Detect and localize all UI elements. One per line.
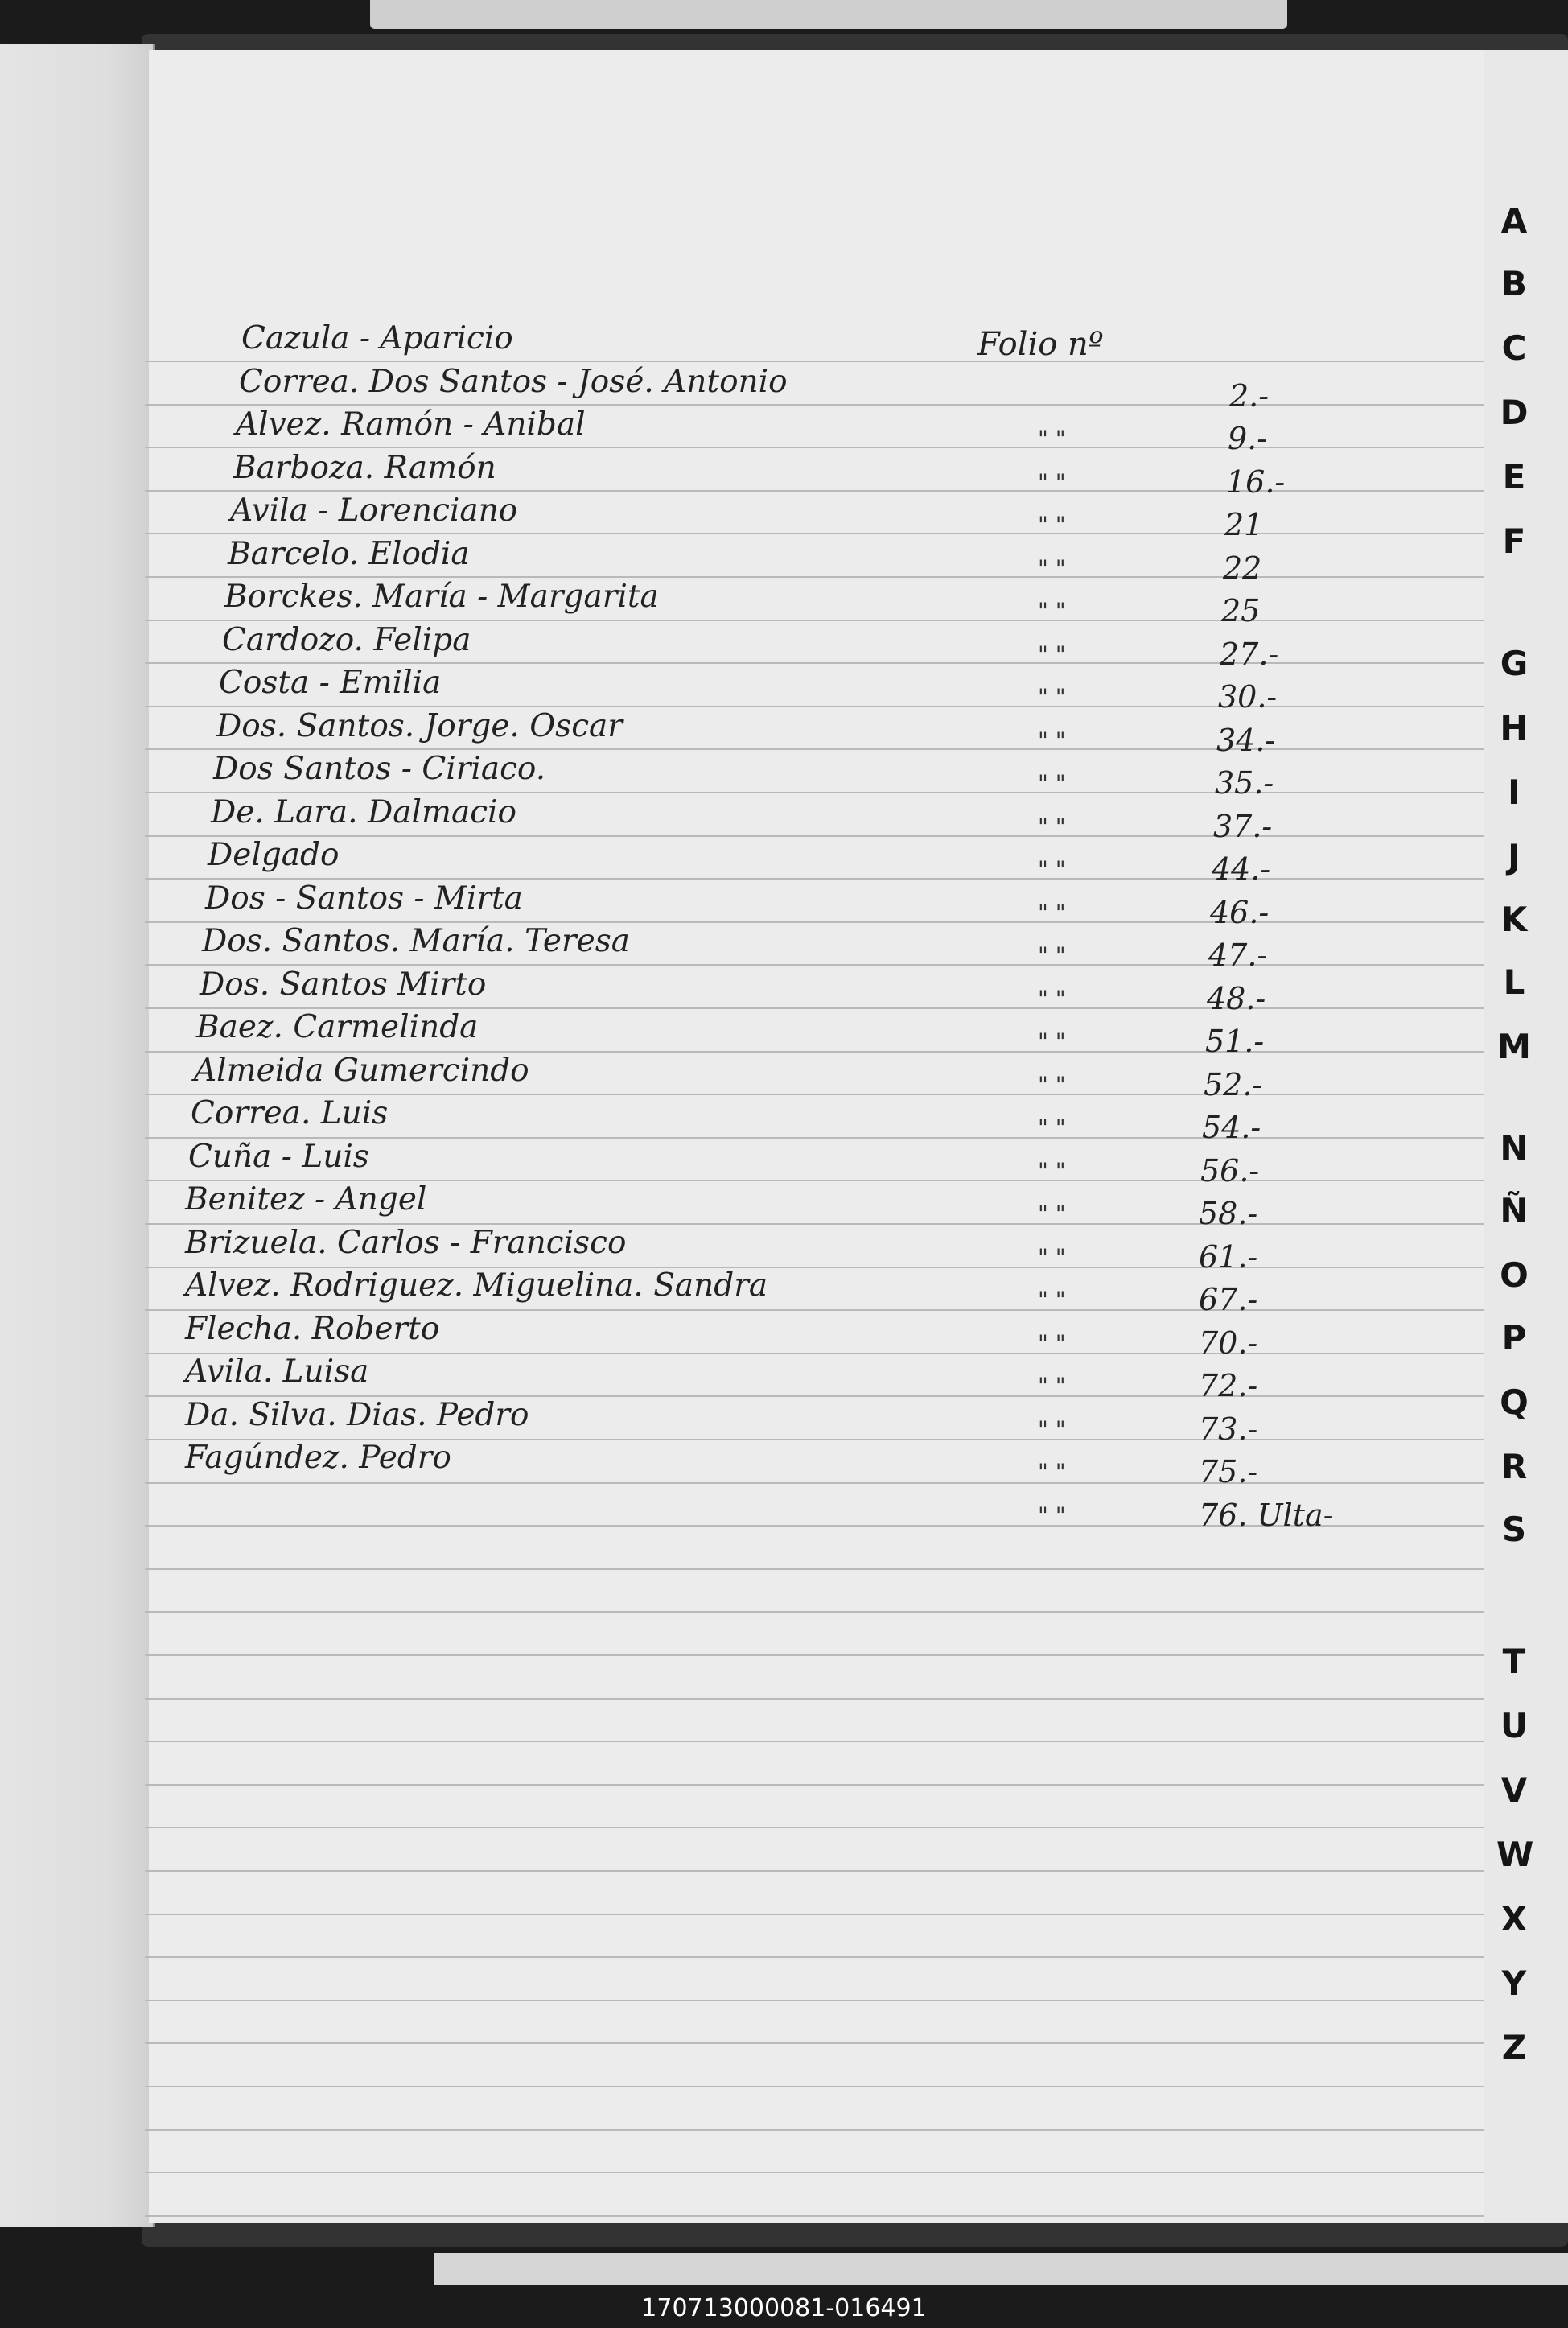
entry-name: Alvez. Ramón - Anibal: [236, 406, 586, 443]
ruled-line: [145, 533, 1484, 534]
tab-letter-m[interactable]: M: [1497, 1027, 1531, 1066]
ditto-mark: " ": [1038, 727, 1066, 754]
ditto-mark: " ": [1038, 814, 1066, 840]
entry-name: De. Lara. Dalmacio: [211, 794, 517, 830]
ruled-line: [145, 748, 1484, 750]
entry-name: Almeida Gumercindo: [194, 1053, 529, 1089]
ditto-mark: " ": [1038, 1072, 1066, 1098]
entry-name: Barcelo. Elodia: [228, 536, 470, 572]
ditto-mark: " ": [1038, 426, 1066, 452]
ditto-mark: " ": [1038, 856, 1066, 883]
entry-folio: 67.-: [1199, 1282, 1258, 1317]
entry-folio: 61.-: [1199, 1239, 1258, 1275]
ruled-line: [145, 1870, 1484, 1872]
ruled-line: [145, 1568, 1484, 1570]
ruled-line: [145, 576, 1484, 578]
ditto-mark: " ": [1038, 770, 1066, 797]
entry-folio: 30.-: [1218, 679, 1278, 715]
entry-folio: 22: [1223, 550, 1262, 586]
ditto-mark: " ": [1038, 598, 1066, 624]
ruled-line: [145, 835, 1484, 837]
ditto-mark: " ": [1038, 512, 1066, 538]
tab-letter-y[interactable]: Y: [1501, 1963, 1527, 2003]
entry-folio: 34.-: [1216, 723, 1276, 758]
document-id: 170713000081-016491: [641, 2294, 927, 2322]
entry-name: Dos. Santos. María. Teresa: [202, 923, 631, 959]
tab-letter-j[interactable]: J: [1508, 837, 1521, 876]
entry-name: Avila. Luisa: [185, 1354, 369, 1390]
background-sheet-top: [370, 0, 1287, 29]
ditto-mark: " ": [1038, 986, 1066, 1012]
ruled-line: [145, 361, 1484, 362]
ditto-mark: " ": [1038, 1201, 1066, 1227]
ruled-line: [145, 620, 1484, 621]
ditto-mark: " ": [1038, 1028, 1066, 1055]
ruled-line: [145, 2042, 1484, 2044]
tab-letter-z[interactable]: Z: [1501, 2028, 1527, 2067]
tab-letter-s[interactable]: S: [1501, 1510, 1527, 1549]
ruled-line: [145, 1741, 1484, 1742]
entry-name: Dos - Santos - Mirta: [205, 880, 523, 917]
entry-folio: 2.-: [1229, 378, 1270, 414]
tab-letter-ñ[interactable]: Ñ: [1500, 1191, 1529, 1230]
tab-letter-h[interactable]: H: [1500, 708, 1529, 748]
ruled-line: [145, 1654, 1484, 1656]
ruled-line: [145, 1482, 1484, 1484]
ruled-line: [145, 2086, 1484, 2087]
ditto-mark: " ": [1038, 900, 1066, 926]
tab-letter-b[interactable]: B: [1500, 264, 1527, 303]
ditto-mark: " ": [1038, 684, 1066, 711]
entry-name: Da. Silva. Dias. Pedro: [185, 1397, 529, 1433]
tab-letter-a[interactable]: A: [1500, 201, 1528, 241]
entry-folio: 54.-: [1202, 1110, 1261, 1145]
entry-name: Alvez. Rodriguez. Miguelina. Sandra: [185, 1267, 768, 1304]
ruled-line: [145, 2172, 1484, 2173]
entry-folio: 25: [1221, 593, 1261, 628]
ruled-line: [145, 1914, 1484, 1915]
entry-name: Cardozo. Felipa: [222, 622, 471, 658]
entry-name: Brizuela. Carlos - Francisco: [185, 1225, 627, 1261]
tab-letter-p[interactable]: P: [1501, 1318, 1527, 1358]
entry-folio: 44.-: [1212, 851, 1271, 887]
entry-folio: 9.-: [1228, 421, 1268, 456]
entry-folio: 27.-: [1220, 637, 1279, 672]
entry-name: Flecha. Roberto: [185, 1311, 440, 1347]
entry-folio: 75.-: [1199, 1454, 1258, 1490]
entry-folio: 52.-: [1204, 1067, 1263, 1102]
tab-letter-g[interactable]: G: [1500, 644, 1529, 683]
entry-name: Correa. Dos Santos - José. Antonio: [239, 364, 788, 400]
left-page: [0, 44, 155, 2227]
ruled-line: [145, 1827, 1484, 1828]
folio-column-header: Folio nº: [977, 326, 1104, 363]
ditto-mark: " ": [1038, 469, 1066, 496]
entry-folio: 37.-: [1213, 809, 1273, 844]
tab-letter-o[interactable]: O: [1500, 1255, 1529, 1295]
entry-name: Benitez - Angel: [185, 1181, 427, 1218]
entry-name: Costa - Emilia: [219, 665, 442, 701]
entry-folio: 56.-: [1200, 1153, 1260, 1189]
tab-letter-r[interactable]: R: [1500, 1447, 1528, 1486]
tab-letter-x[interactable]: X: [1500, 1899, 1528, 1939]
ditto-mark: " ": [1038, 1287, 1066, 1313]
background-sheet-bottom: [434, 2253, 1568, 2285]
entry-folio: 48.-: [1207, 981, 1266, 1016]
ditto-mark: " ": [1038, 641, 1066, 668]
entry-name: Dos. Santos Mirto: [200, 966, 487, 1003]
entry-folio: 46.-: [1210, 895, 1270, 930]
ruled-line: [145, 964, 1484, 966]
ditto-mark: " ": [1038, 1115, 1066, 1141]
entry-name: Cazula - Aparicio: [241, 320, 513, 356]
tab-letter-w[interactable]: W: [1496, 1835, 1534, 1874]
entry-name: Correa. Luis: [191, 1095, 389, 1131]
tab-letter-l[interactable]: L: [1503, 962, 1525, 1002]
ruled-line: [145, 2129, 1484, 2131]
tab-letter-v[interactable]: V: [1500, 1770, 1528, 1810]
entry-folio: 73.-: [1199, 1411, 1258, 1447]
entry-folio: 47.-: [1208, 937, 1268, 973]
entry-name: Dos Santos - Ciriaco.: [213, 751, 546, 787]
entry-name: Barboza. Ramón: [233, 450, 496, 486]
tab-letter-q[interactable]: Q: [1500, 1382, 1529, 1422]
tab-letter-i[interactable]: I: [1508, 773, 1521, 812]
entry-name: Borckes. María - Margarita: [224, 579, 659, 615]
ruled-line: [145, 2000, 1484, 2001]
entry-name: Avila - Lorenciano: [230, 492, 518, 529]
ruled-line: [145, 1956, 1484, 1958]
ruled-line: [145, 662, 1484, 664]
tab-letter-t[interactable]: T: [1502, 1642, 1526, 1681]
entry-folio: 51.-: [1205, 1024, 1265, 1059]
ruled-line: [145, 792, 1484, 793]
ditto-mark: " ": [1038, 942, 1066, 969]
ditto-mark: " ": [1038, 1416, 1066, 1443]
tab-letter-c[interactable]: C: [1501, 328, 1527, 368]
entry-name: Cuña - Luis: [188, 1139, 369, 1175]
tab-letter-u[interactable]: U: [1500, 1706, 1529, 1745]
tab-letter-n[interactable]: N: [1500, 1128, 1529, 1168]
ruled-line: [145, 706, 1484, 707]
ditto-mark: " ": [1038, 1158, 1066, 1185]
ditto-mark: " ": [1038, 555, 1066, 582]
entry-name: Delgado: [208, 837, 340, 873]
entry-folio: 58.-: [1199, 1196, 1258, 1231]
ruled-line: [145, 1611, 1484, 1613]
entry-folio: 76. Ulta-: [1199, 1498, 1334, 1533]
ditto-mark: " ": [1038, 1373, 1066, 1399]
entry-name: Fagúndez. Pedro: [185, 1440, 451, 1476]
entry-folio: 72.-: [1199, 1368, 1258, 1403]
ruled-line: [145, 878, 1484, 880]
ditto-mark: " ": [1038, 1502, 1066, 1529]
ruled-line: [145, 447, 1484, 448]
ditto-mark: " ": [1038, 1244, 1066, 1271]
entry-folio: 35.-: [1215, 765, 1274, 801]
ruled-line: [145, 2215, 1484, 2217]
tab-letter-e[interactable]: E: [1502, 457, 1526, 497]
tab-letter-d[interactable]: D: [1500, 393, 1529, 432]
entry-folio: 21: [1224, 507, 1264, 542]
entry-name: Dos. Santos. Jorge. Oscar: [216, 708, 623, 744]
ruled-line: [145, 1698, 1484, 1700]
ditto-mark: " ": [1038, 1459, 1066, 1485]
tab-letter-k[interactable]: K: [1500, 900, 1528, 939]
tab-letter-f[interactable]: F: [1502, 521, 1526, 561]
entry-name: Baez. Carmelinda: [196, 1009, 479, 1045]
ruled-line: [145, 404, 1484, 406]
ruled-line: [145, 1784, 1484, 1786]
entry-folio: 16.-: [1226, 464, 1286, 500]
ditto-mark: " ": [1038, 1330, 1066, 1357]
entry-folio: 70.-: [1199, 1325, 1258, 1361]
